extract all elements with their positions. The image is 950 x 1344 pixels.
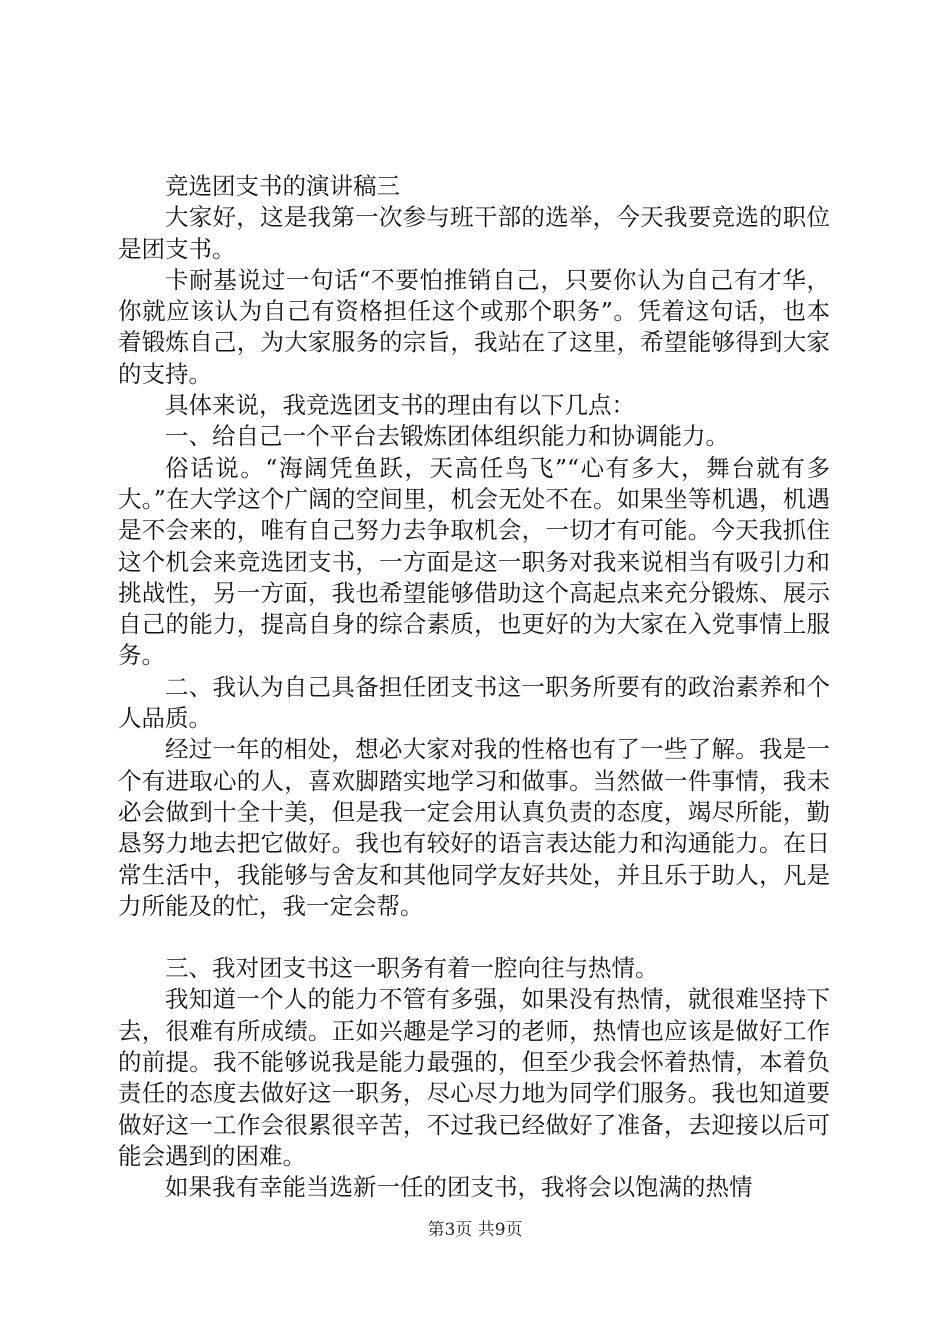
section-heading: 二、我认为自己具备担任团支书这一职务所要有的政治素养和个人品质。: [118, 672, 830, 733]
paragraph: 经过一年的相处，想必大家对我的性格也有了一些了解。我是一个有进取心的人，喜欢脚踏实地学习和做事。当然做一件事情，我未必会做到十全十美，但是我一定会用认真负责的态度，竭尽所能，勤恳努力地去把它做好。我也有较好的语言表达能力和沟通能力。在日常生活中，我能够与舍友和其他同学友好共处，并且乐于助人，凡是力所能及的忙，我一定会帮。: [118, 735, 830, 920]
paragraph: 我知道一个人的能力不管有多强，如果没有热情，就很难坚持下去，很难有所成绩。正如兴趣是学习的老师，热情也应该是做好工作的前提。我不能够说我是能力最强的，但至少我会怀着热情，本着负责任的态度去做好这一职务，尽心尽力地为同学们服务。我也知道要做好这一工作会很累很辛苦，不过我已经做好了准备，去迎接以后可能会遇到的困难。: [118, 985, 830, 1170]
section-heading: 三、我对团支书这一职务有着一腔向往与热情。: [165, 954, 659, 983]
section-heading: 一、给自己一个平台去锻炼团体组织能力和协调能力。: [165, 422, 729, 451]
document-body: [118, 171, 830, 1204]
paragraph: 卡耐基说过一句话“不要怕推销自己，只要你认为自己有才华，你就应该认为自己有资格担任这个或那个职务”。凭着这句话，也本着锻炼自己，为大家服务的宗旨，我站在了这里，希望能够得到大家的支持。: [118, 265, 830, 388]
document-title: 竞选团支书的演讲稿三: [165, 172, 400, 200]
page-number-footer: 第3页 共9页: [427, 1220, 523, 1240]
paragraph: 俗话说。“海阔凭鱼跃，天高任鸟飞”“心有多大，舞台就有多大。”在大学这个广阔的空间里，机会无处不在。如果坐等机遇，机遇是不会来的，唯有自己努力去争取机会，一切才有可能。今天我抓住这个机会来竞选团支书，一方面是这一职务对我来说相当有吸引力和挑战性，另一方面，我也希望能够借助这个高起点来充分锻炼、展示自己的能力，提高自身的综合素质，也更好的为大家在入党事情上服务。: [118, 453, 830, 670]
paragraph: 大家好，这是我第一次参与班干部的选举，今天我要竞选的职位是团支书。: [118, 203, 830, 263]
paragraph: 具体来说，我竞选团支书的理由有以下几点：: [165, 391, 635, 420]
paragraph: 如果我有幸能当选新一任的团支书，我将会以饱满的热情: [165, 1173, 753, 1202]
